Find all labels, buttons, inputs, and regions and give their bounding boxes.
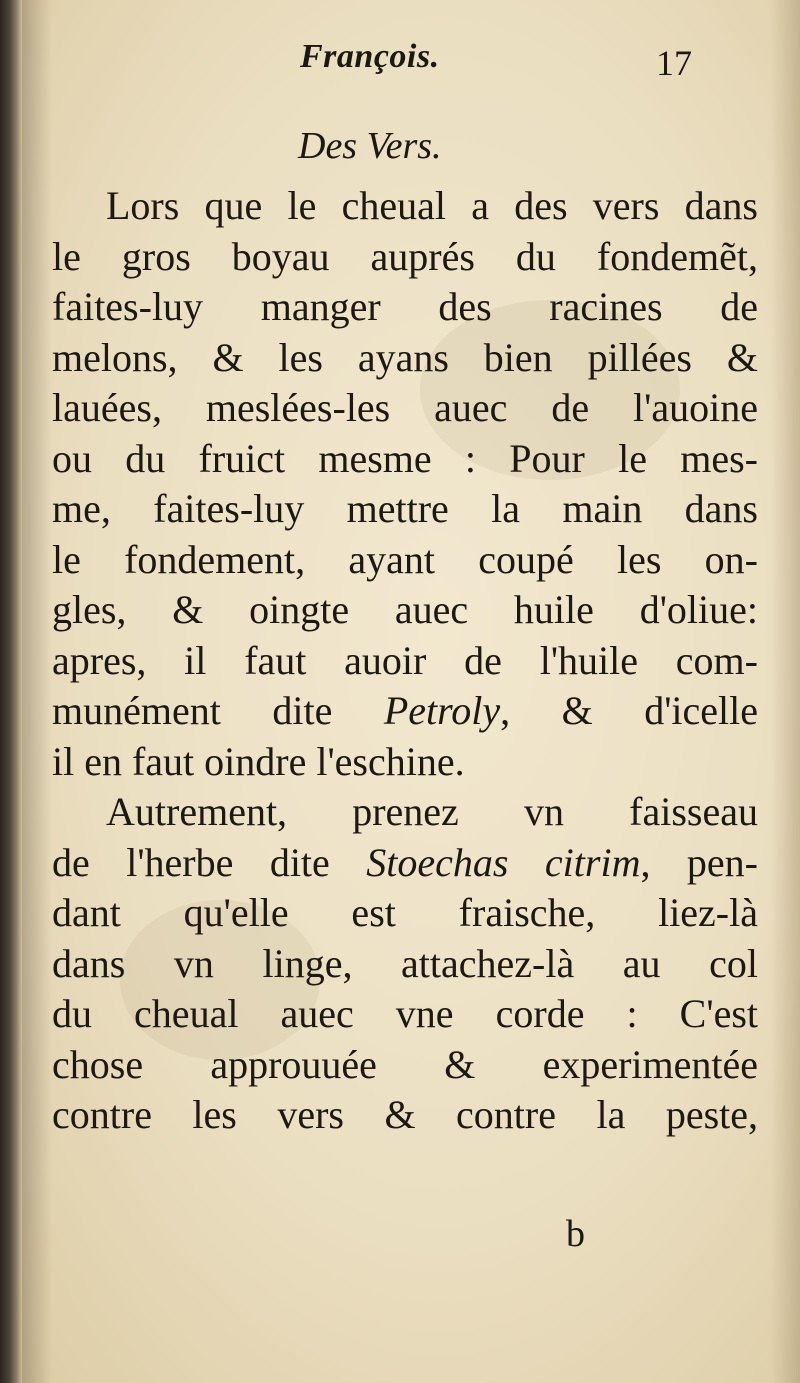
- text-line: contre les vers & contre la peste,: [52, 1092, 758, 1137]
- text-line: ou du fruict mesme : Pour le mes-: [52, 435, 758, 481]
- text-line: munément dite Petroly, & d'icelle: [52, 688, 758, 733]
- text-line: Lors que le cheual a des vers dans: [106, 183, 758, 228]
- text-line: il en faut oindre l'eschine.: [52, 738, 465, 784]
- text-line: le gros boyau auprés du fondemẽt,: [52, 233, 758, 279]
- text-line: le fondement, ayant coupé les on-: [52, 536, 758, 582]
- signature-mark: b: [566, 1213, 585, 1255]
- text-line: faites-luy manger des racines de: [52, 284, 758, 329]
- running-head: François.: [300, 38, 440, 75]
- text-line: chose approuuée & experimentée: [52, 1041, 758, 1087]
- book-gutter: [0, 0, 22, 1383]
- text-line: dans vn linge, attachez-là au col: [52, 940, 758, 986]
- text-line: Autrement, prenez vn faisseau: [106, 789, 758, 834]
- text-line: de l'herbe dite Stoechas citrim, pen-: [52, 839, 759, 885]
- text-line: apres, il faut auoir de l'huile com-: [52, 637, 758, 683]
- body-text: [52, 181, 758, 1141]
- text-line: lauées, meslées-les auec de l'auoine: [52, 385, 758, 430]
- text-line: dant qu'elle est fraische, liez-là: [52, 890, 758, 935]
- text-line: gles, & oingte auec huile d'oliue:: [52, 587, 758, 632]
- text-line: melons, & les ayans bien pillées &: [52, 334, 758, 380]
- page-edge: [770, 0, 800, 1383]
- gutter-shadow: [22, 0, 52, 1383]
- text-line: me, faites-luy mettre la main dans: [52, 486, 758, 531]
- text-line: du cheual auec vne corde : C'est: [52, 991, 758, 1036]
- section-heading: Des Vers.: [298, 125, 442, 167]
- page-number: 17: [656, 43, 692, 83]
